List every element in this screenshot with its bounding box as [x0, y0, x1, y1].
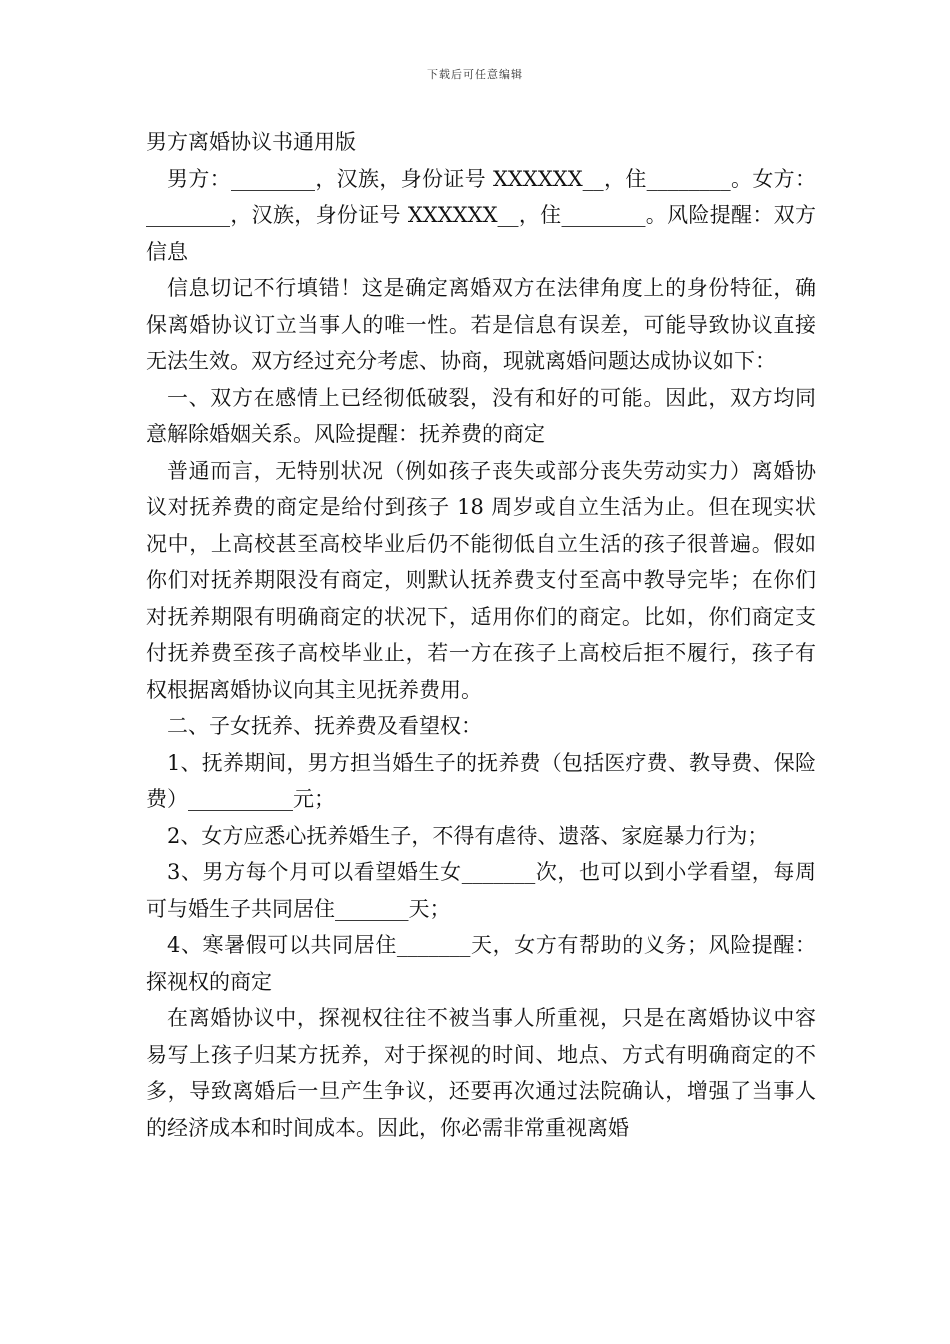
paragraph-clause-2-item-1: 1、抚养期间，男方担当婚生子的抚养费（包括医疗费、教导费、保险费）__________元； [146, 750, 816, 811]
document-title: 男方离婚协议书通用版 [146, 130, 356, 154]
paragraph-support-explanation: 普通而言，无特别状况（例如孩子丧失或部分丧失劳动实力）离婚协议对抚养费的商定是给付到孩子 18 周岁或自立生活为止。但在现实状况中，上高校甚至高校毕业后仍不能彻低自立生活的孩子很普遍。假如你们对抚养期限没有商定，则默认抚养费支付至高中教导完毕；在你们对抚养期限有明确商定的状况下，适用你们的商定。比如，你们商定支付抚养费至孩子高校毕业止，若一方在孩子上高校后拒不履行，孩子有权根据离婚协议向其主见抚养费用。 [146, 458, 816, 702]
paragraph-info-warning: 信息切记不行填错！这是确定离婚双方在法律角度上的身份特征，确保离婚协议订立当事人的唯一性。若是信息有误差，可能导致协议直接无法生效。双方经过充分考虑、协商，现就离婚问题达成协议如下： [146, 276, 816, 373]
document-body [146, 124, 816, 1146]
paragraph-clause-2-heading: 二、子女抚养、抚养费及看望权： [167, 714, 482, 738]
paragraph-clause-2-item-2: 2、女方应悉心抚养婚生子，不得有虐待、遗落、家庭暴力行为； [167, 823, 769, 848]
page-header-note: 下载后可任意编辑 [427, 68, 523, 81]
paragraph-clause-2-item-3: 3、男方每个月可以看望婚生女_______次，也可以到小学看望，每周可与婚生子共同居住_______天； [146, 860, 816, 921]
paragraph-clause-1: 一、双方在感情上已经彻低破裂，没有和好的可能。因此，双方均同意解除婚姻关系。风险提醒：抚养费的商定 [146, 385, 816, 446]
paragraph-visitation-explanation: 在离婚协议中，探视权往往不被当事人所重视，只是在离婚协议中容易写上孩子归某方抚养，对于探视的时间、地点、方式有明确商定的不多，导致离婚后一旦产生争议，还要再次通过法院确认，增强了当事人的经济成本和时间成本。因此，你必需非常重视离婚 [146, 1006, 816, 1140]
paragraph-clause-2-item-4: 4、寒暑假可以共同居住_______天，女方有帮助的义务；风险提醒：探视权的商定 [146, 933, 816, 994]
paragraph-party-info: 男方：________，汉族，身份证号 XXXXXX__，住________。女方：________，汉族，身份证号 XXXXXX__，住________。风险提醒：双方信息 [146, 166, 816, 264]
